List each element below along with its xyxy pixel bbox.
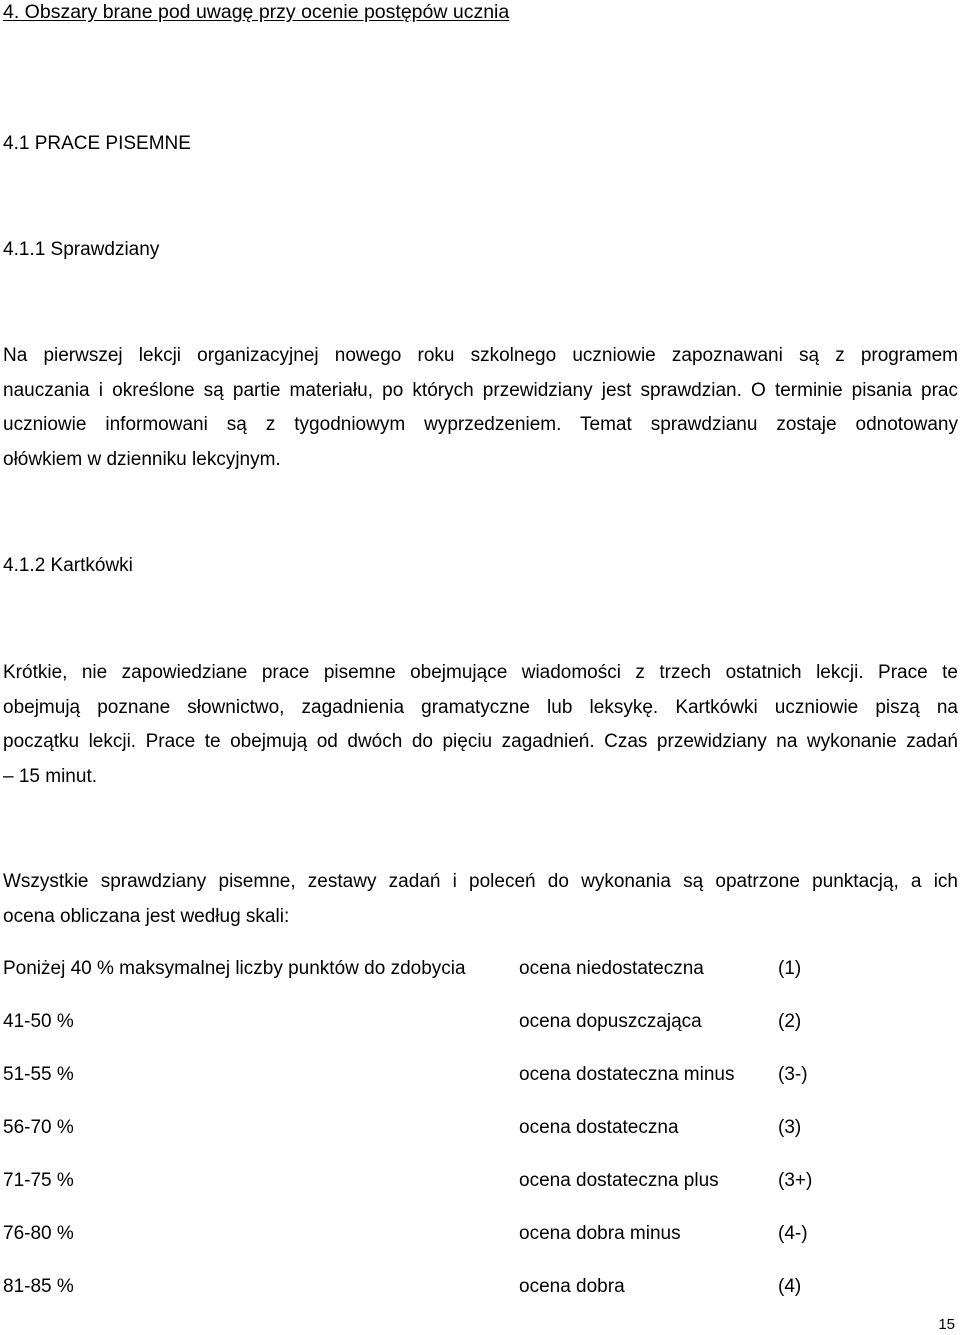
- grade-name: ocena dobra: [519, 1276, 625, 1297]
- paragraph-skala-intro: [3, 865, 958, 934]
- page-number: 15: [938, 1316, 955, 1333]
- grade-range: 76-80 %: [3, 1223, 74, 1244]
- grade-range: 56-70 %: [3, 1117, 74, 1138]
- grade-row: [3, 1060, 943, 1090]
- paragraph-sprawdziany: [3, 339, 958, 478]
- grade-value: (1): [778, 958, 802, 979]
- subheading-sprawdziany: 4.1.1 Sprawdziany: [3, 239, 160, 260]
- grade-range: 81-85 %: [3, 1276, 74, 1297]
- subheading-kartkowki: 4.1.2 Kartkówki: [3, 555, 133, 576]
- grade-name: ocena dostateczna plus: [519, 1170, 719, 1191]
- subheading-prace-pisemne: 4.1 PRACE PISEMNE: [3, 133, 191, 154]
- paragraph-kartkowki: [3, 656, 958, 795]
- grade-name: ocena dobra minus: [519, 1223, 681, 1244]
- paragraph-line: – 15 minut.: [3, 766, 97, 788]
- grade-range: 71-75 %: [3, 1170, 74, 1191]
- paragraph-line: nauczania i określone są partie materiału, po których przewidziany jest sprawdzian. O terminie pisania prac: [3, 379, 958, 401]
- grade-value: (4-): [778, 1223, 808, 1244]
- paragraph-line: Na pierwszej lekcji organizacyjnej nowego roku szkolnego uczniowie zapoznawani są z programem: [3, 345, 958, 366]
- grade-row: [3, 1272, 943, 1302]
- grade-row: [3, 1113, 943, 1143]
- paragraph-line: początku lekcji. Prace te obejmują od dwóch do pięciu zagadnień. Czas przewidziany na wykonanie zadań: [3, 731, 958, 753]
- paragraph-line: Krótkie, nie zapowiedziane prace pisemne obejmujące wiadomości z trzech ostatnich lekcji. Prace te: [3, 662, 958, 683]
- paragraph-line: uczniowie informowani są z tygodniowym wyprzedzeniem. Temat sprawdzianu zostaje odnotowany: [3, 414, 958, 436]
- grade-row: [3, 1166, 943, 1196]
- paragraph-line: ocena obliczana jest według skali:: [3, 905, 290, 927]
- grade-value: (3-): [778, 1064, 808, 1085]
- grade-range: 41-50 %: [3, 1011, 74, 1032]
- section-heading: 4. Obszary brane pod uwagę przy ocenie postępów ucznia: [3, 1, 510, 23]
- grade-row: [3, 954, 943, 984]
- grade-name: ocena dostateczna: [519, 1117, 679, 1138]
- grade-range: 51-55 %: [3, 1064, 74, 1085]
- grade-name: ocena dopuszczająca: [519, 1011, 702, 1032]
- grade-value: (4): [778, 1276, 802, 1297]
- grade-range: Poniżej 40 % maksymalnej liczby punktów do zdobycia: [3, 958, 466, 979]
- paragraph-line: ołówkiem w dzienniku lekcyjnym.: [3, 449, 281, 471]
- grade-value: (2): [778, 1011, 802, 1032]
- grade-value: (3): [778, 1117, 802, 1138]
- grade-row: [3, 1007, 943, 1037]
- paragraph-line: obejmują poznane słownictwo, zagadnienia gramatyczne lub leksykę. Kartkówki uczniowie piszą na: [3, 696, 958, 718]
- grade-value: (3+): [778, 1170, 813, 1191]
- paragraph-line: Wszystkie sprawdziany pisemne, zestawy zadań i poleceń do wykonania są opatrzone punktacją, a ich: [3, 871, 958, 892]
- grade-name: ocena dostateczna minus: [519, 1064, 735, 1085]
- grade-name: ocena niedostateczna: [519, 958, 704, 979]
- grade-row: [3, 1219, 943, 1249]
